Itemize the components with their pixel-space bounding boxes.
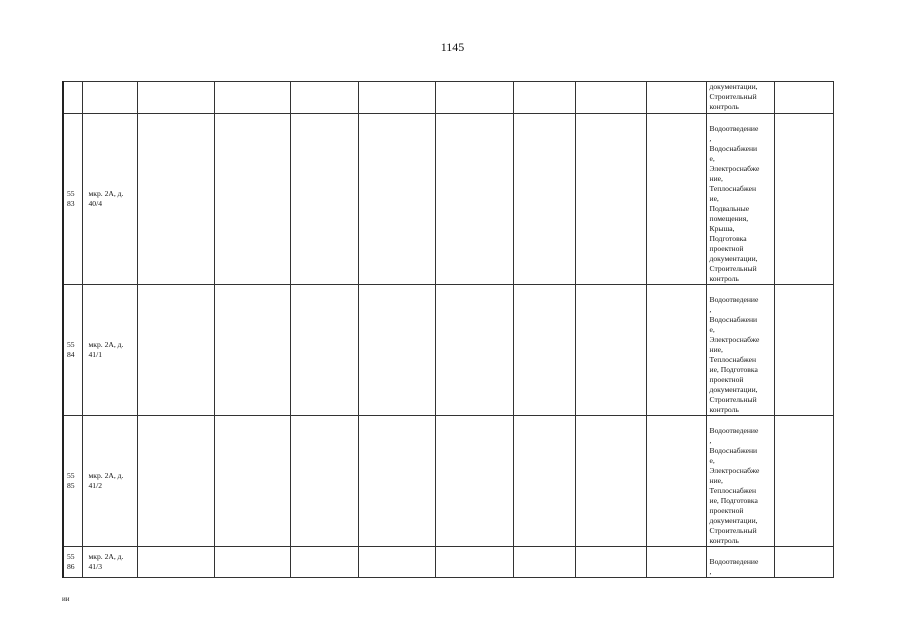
empty-cell [358,416,435,547]
empty-cell [137,114,214,285]
empty-cell [646,547,706,578]
empty-cell [435,114,513,285]
works-line: е, [709,456,715,465]
works-line: документации, [709,516,758,525]
empty-cell [214,547,290,578]
works-line: контроль [709,102,739,111]
works-line: проектной [709,375,744,384]
works-line: Водоотведение [709,124,759,133]
works-line: проектной [709,244,744,253]
empty-cell [137,416,214,547]
works-line: документации, [709,385,758,394]
page-footer: ии [62,595,70,603]
empty-cell [358,82,435,114]
row-number-line: 55 [67,552,75,561]
row-number-line: 55 [67,189,75,198]
empty-cell [646,416,706,547]
row-number-line: 86 [67,562,75,571]
works-line: Крыша, [709,224,735,233]
works-cell [706,114,774,285]
row-number-line: 84 [67,350,75,359]
address-cell [82,114,137,285]
page-number: 1145 [440,40,465,54]
works-line: Подготовка [709,234,747,243]
works-line: Электроснабже [709,466,760,475]
works-line: ие, [709,194,719,203]
row-number-line: 55 [67,340,75,349]
empty-cell [290,547,358,578]
works-line: Подвальные [709,204,750,213]
empty-cell [435,285,513,416]
works-line: документации, [709,254,758,263]
empty-cell [290,416,358,547]
empty-cell [137,82,214,114]
works-line: Строительный [709,264,757,273]
works-line: Строительный [709,395,757,404]
works-line: Водоснабжени [709,144,758,153]
works-table [62,81,834,578]
empty-cell [774,285,833,416]
empty-cell [774,547,833,578]
works-line: Водоотведение [709,426,759,435]
empty-cell [137,285,214,416]
empty-cell [513,547,575,578]
row-number-line: 55 [67,471,75,480]
empty-cell [358,285,435,416]
row-number-cell [63,285,82,416]
empty-cell [774,114,833,285]
empty-cell [214,416,290,547]
empty-cell [575,285,646,416]
works-line: е, [709,154,715,163]
works-line: ие, Подготовка [709,365,758,374]
row-number-line: 85 [67,481,75,490]
works-line: , [709,567,712,576]
works-cell [706,82,774,114]
empty-cell [137,547,214,578]
works-line: , [709,305,712,314]
empty-cell [290,114,358,285]
empty-cell [290,285,358,416]
address-line: 41/3 [88,562,103,571]
empty-cell [513,114,575,285]
empty-cell [513,416,575,547]
empty-cell [435,547,513,578]
works-line: Водоотведение [709,295,759,304]
address-cell [82,285,137,416]
table-row [63,82,833,114]
works-line: Строительный [709,92,757,101]
empty-cell [435,82,513,114]
works-line: Водоотведение [709,557,759,566]
works-line: , [709,134,712,143]
works-line: , [709,436,712,445]
address-line: мкр. 2А, д. [88,189,124,198]
empty-cell [646,285,706,416]
works-line: Электроснабже [709,164,760,173]
works-line: ние, [709,174,723,183]
empty-cell [358,114,435,285]
table-row [63,416,833,547]
address-cell [82,82,137,114]
address-cell [82,547,137,578]
works-cell [706,547,774,578]
table-row [63,114,833,285]
address-cell [82,416,137,547]
works-line: Теплоснабжен [709,486,757,495]
empty-cell [513,82,575,114]
works-line: ние, [709,345,723,354]
works-line: Теплоснабжен [709,184,757,193]
works-line: ние, [709,476,723,485]
empty-cell [646,82,706,114]
table-row [63,547,833,578]
empty-cell [646,114,706,285]
empty-cell [575,82,646,114]
address-line: мкр. 2А, д. [88,471,124,480]
row-number-cell [63,416,82,547]
works-line: Теплоснабжен [709,355,757,364]
empty-cell [214,82,290,114]
works-line: ие, Подготовка [709,496,758,505]
address-line: мкр. 2А, д. [88,552,124,561]
works-line: Электроснабже [709,335,760,344]
address-line: 40/4 [88,199,103,208]
works-line: документации, [709,82,758,91]
row-number-cell [63,547,82,578]
empty-cell [774,416,833,547]
works-line: Строительный [709,526,757,535]
empty-cell [214,114,290,285]
empty-cell [575,547,646,578]
works-cell [706,416,774,547]
empty-cell [358,547,435,578]
row-number-cell [63,82,82,114]
address-line: 41/2 [88,481,103,490]
empty-cell [575,114,646,285]
row-number-cell [63,114,82,285]
works-line: проектной [709,506,744,515]
empty-cell [513,285,575,416]
works-line: контроль [709,536,739,545]
empty-cell [214,285,290,416]
works-line: е, [709,325,715,334]
empty-cell [774,82,833,114]
works-line: контроль [709,274,739,283]
table-row [63,285,833,416]
works-line: Водоснабжени [709,446,758,455]
works-line: Водоснабжени [709,315,758,324]
empty-cell [290,82,358,114]
works-cell [706,285,774,416]
address-line: мкр. 2А, д. [88,340,124,349]
works-line: контроль [709,405,739,414]
empty-cell [435,416,513,547]
row-number-line: 83 [67,199,75,208]
works-line: помещения, [709,214,749,223]
empty-cell [575,416,646,547]
address-line: 41/1 [88,350,103,359]
